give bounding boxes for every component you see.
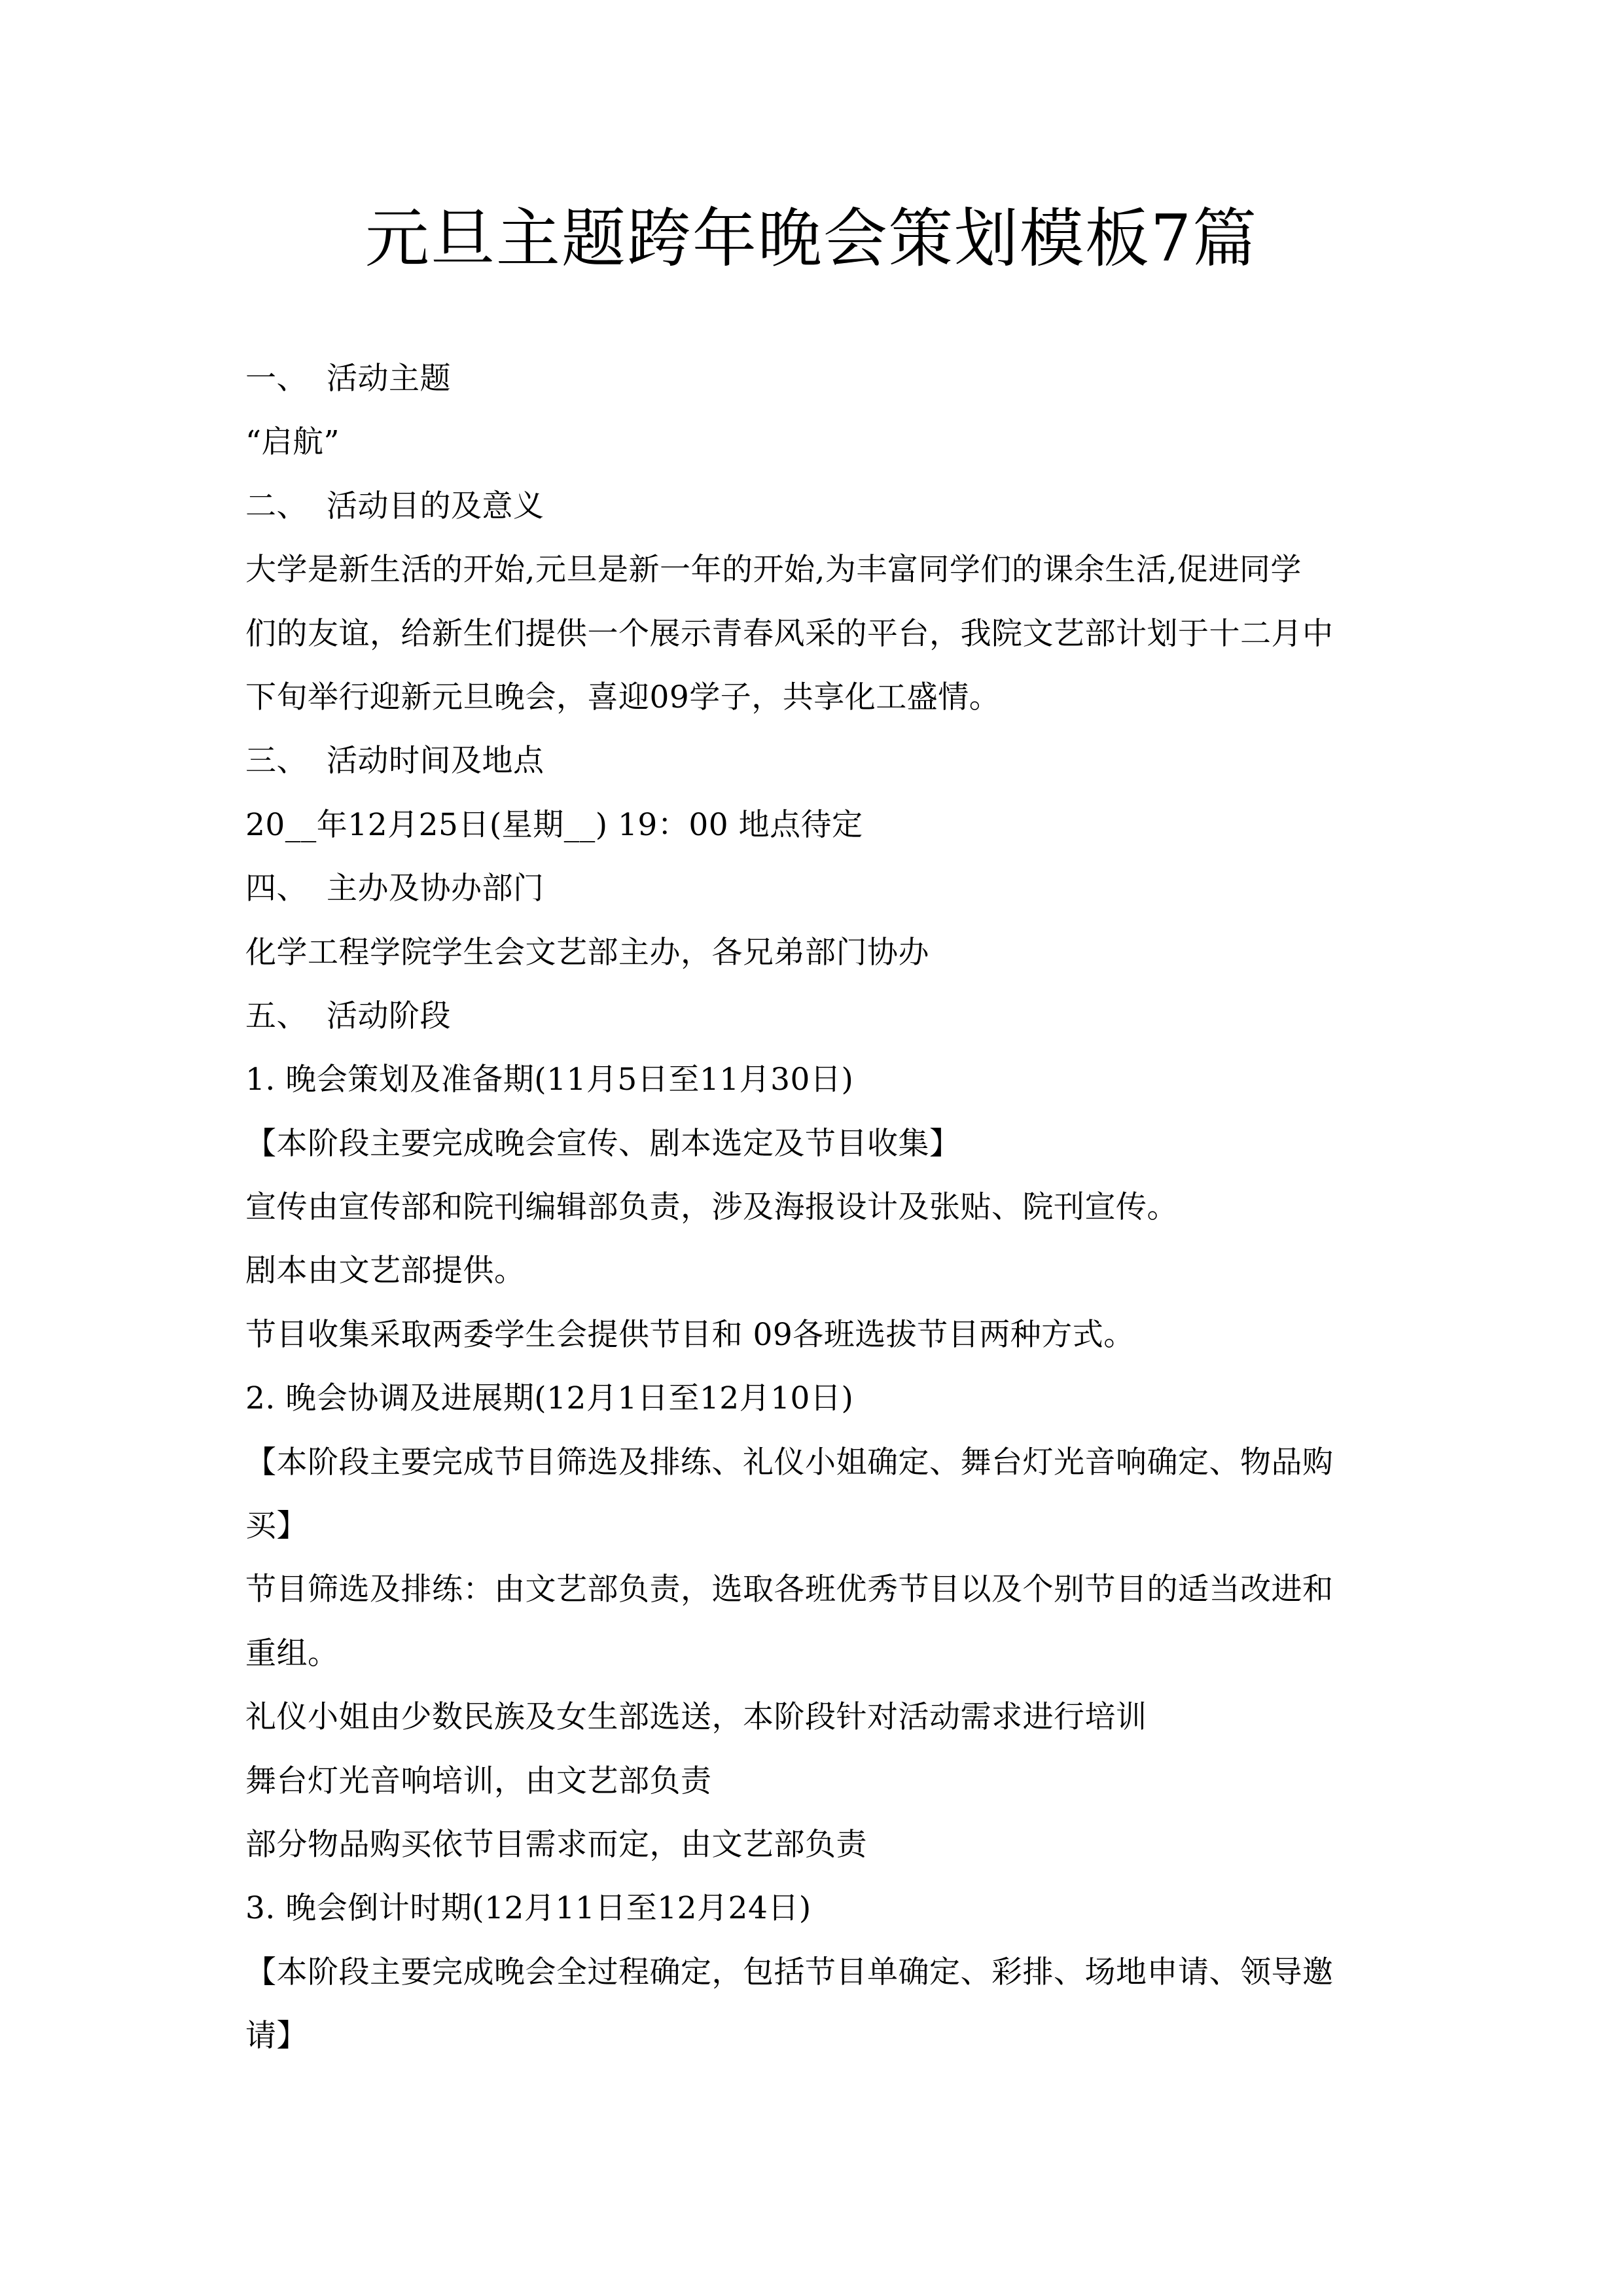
paragraph-line: 节目收集采取两委学生会提供节目和 09各班选拔节目两种方式。 [245,1316,1135,1353]
date-time-location-line: 20__年12月25日(星期__) 19：00 地点待定 [245,806,863,843]
organizer-line: 化学工程学院学生会文艺部主办，各兄弟部门协办 [245,934,929,971]
stage-title-2: 2. 晚会协调及进展期(12月1日至12月10日) [245,1380,854,1417]
stage-summary-2: 【本阶段主要完成节目筛选及排练、礼仪小姐确定、舞台灯光音响确定、物品购 [245,1444,1334,1480]
paragraph-line: 们的友谊，给新生们提供一个展示青春风采的平台，我院文艺部计划于十二月中 [245,615,1334,652]
section-number: 一、 [245,361,308,397]
section-title: 活动目的及意义 [327,488,544,524]
section-title: 主办及协办部门 [327,870,544,907]
section-number: 四、 [245,870,308,907]
paragraph-line: 下旬举行迎新元旦晚会，喜迎09学子，共享化工盛情。 [245,679,1001,715]
stage-summary-3-cont: 请】 [245,2018,308,2054]
section-number: 五、 [245,997,308,1034]
paragraph-line: 大学是新生活的开始,元旦是新一年的开始,为丰富同学们的课余生活,促进同学 [245,552,1302,588]
section-heading-5 [245,984,1384,1048]
paragraph-line: 礼仪小姐由少数民族及女生部选送，本阶段针对活动需求进行培训 [245,1699,1147,1736]
document-body [245,347,1384,2068]
section-heading-3 [245,729,1384,793]
section-heading-2 [245,475,1384,538]
stage-title-3: 3. 晚会倒计时期(12月11日至12月24日) [245,1890,812,1927]
paragraph-line: 节目筛选及排练：由文艺部负责，选取各班优秀节目以及个别节目的适当改进和 [245,1571,1334,1608]
paragraph-line: 重组。 [245,1635,339,1672]
stage-title-1: 1. 晚会策划及准备期(11月5日至11月30日) [245,1062,854,1098]
section-heading-4 [245,857,1384,920]
section-number: 二、 [245,488,308,524]
section-title: 活动主题 [327,361,451,397]
paragraph-line: 舞台灯光音响培训，由文艺部负责 [245,1763,712,1799]
stage-summary-1: 【本阶段主要完成晚会宣传、剧本选定及节目收集】 [245,1125,961,1162]
section-title: 活动时间及地点 [327,743,544,780]
paragraph-line: 宣传由宣传部和院刊编辑部负责，涉及海报设计及张贴、院刊宣传。 [245,1189,1178,1226]
document-title: 元旦主题跨年晚会策划模板7篇 [365,202,1258,276]
paragraph-line: 剧本由文艺部提供。 [245,1253,526,1289]
section-number: 三、 [245,743,308,780]
stage-summary-2-cont: 买】 [245,1508,308,1545]
theme-text: “启航” [245,424,340,461]
section-heading-1 [245,347,1384,410]
section-title: 活动阶段 [327,997,451,1034]
paragraph-line: 部分物品购买依节目需求而定，由文艺部负责 [245,1826,867,1863]
stage-summary-3: 【本阶段主要完成晚会全过程确定，包括节目单确定、彩排、场地申请、领导邀 [245,1954,1334,1990]
